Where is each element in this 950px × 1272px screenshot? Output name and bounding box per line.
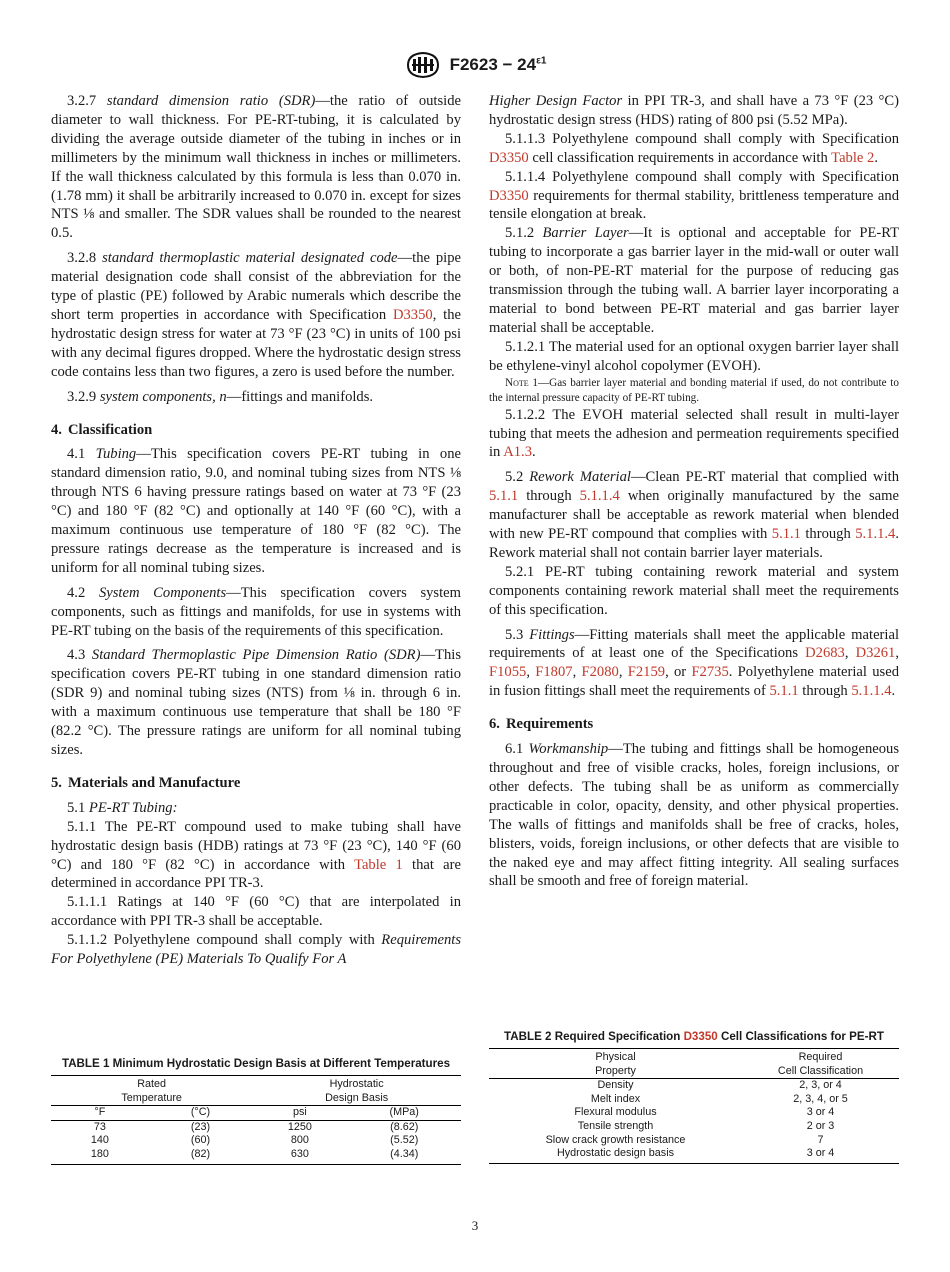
section-3-2-8: 3.2.8 standard thermoplastic material designated code—the pipe material designation code shall consist of the abbreviation for the type of plastic (PE) followed by Arabic numerals which describe the short term properties in accordance with Specification D3350, the hydrostatic design stress for water at 73 °F (23 °C) in units of 100 psi with any decimal figures dropped. Where the hydrostatic design stress code contains less than two figures, a zero is used before the number. (51, 250, 461, 380)
table-cell: 2, 3, or 4 (799, 1079, 842, 1092)
section-5-1-2-1: 5.1.2.1 The material used for an optional oxygen barrier layer shall be ethylene-vinyl alcohol copolymer (EVOH). (489, 338, 900, 374)
standard-designation: $F2623 - 24^{\varepsilon 1}$ (449, 55, 547, 74)
ref-f2159-link[interactable]: F2159 (627, 664, 666, 681)
ref-f1807-link[interactable]: F1807 (535, 664, 573, 681)
table-cell: 630 (252, 1148, 347, 1164)
table-2 (489, 1029, 899, 1164)
table-row (51, 1120, 461, 1134)
section-3-2-9: 3.2.9 system components, n—fittings and manifolds. (67, 388, 374, 405)
note-1: Note 1—Gas barrier layer material and bonding material if used, do not contribute to the internal pressure capacity of PE-RT tubing. (489, 376, 899, 404)
table-1-col-c: (°C) (149, 1106, 253, 1121)
epsilon-superscript: ε1 (536, 55, 547, 67)
table-cell: (23) (190, 1120, 211, 1133)
page-number: 3 (471, 1218, 479, 1233)
table-cell: Tensile strength (577, 1119, 654, 1132)
heading-requirements: 6. Requirements (489, 716, 594, 733)
table-row (489, 1079, 899, 1093)
table-row (489, 1120, 899, 1134)
table-1-caption: TABLE 1 Minimum Hydrostatic Design Basis at Different Temperatures (61, 1057, 451, 1070)
ref-5-1-1-4-link[interactable]: 5.1.1.4 (851, 683, 892, 700)
ref-f1055-link[interactable]: F1055 (489, 664, 527, 681)
section-5-1-2: 5.1.2 Barrier Layer—It is optional and acceptable for PE-RT tubing to incorporate a gas barrier layer in the mid-wall or outer wall or both, of non-PE-RT material for the purpose of reducing gas transmission through the tubing wall. A barrier layer incorporating a material to bond between PE-RT material and gas barrier layer material shall be acceptable. (489, 225, 899, 336)
ref-5-1-1-link[interactable]: 5.1.1 (489, 488, 519, 505)
page-header (0, 50, 950, 80)
ref-d3350-link[interactable]: D3350 (489, 187, 529, 204)
heading-classification: 4. Classification (51, 421, 153, 438)
table-cell: (5.52) (390, 1134, 419, 1147)
table-row (489, 1093, 899, 1107)
table-cell: Slow crack growth resistance (545, 1133, 686, 1146)
table-row (489, 1106, 899, 1120)
table-cell: Hydrostatic design basis (489, 1147, 742, 1163)
section-6-1: 6.1 Workmanship—The tubing and fittings shall be homogeneous throughout and free of visible cracks, holes, foreign inclusions, or other defects. The tubing shall be as uniform as commercially practicable in color, opacity, density, and other physical properties. The walls of fittings and manifolds shall be free of cracks, holes, blisters, voids, foreign inclusions, or other defects that are visible to the naked eye and may affect fitting integrity. All sealing surfaces shall be smooth and free of foreign material. (489, 741, 899, 890)
table-cell: Melt index (590, 1092, 641, 1105)
table-2-col-cell-classification: Required Cell Classification (742, 1049, 899, 1079)
ref-table2-link[interactable]: Table 2 (831, 149, 875, 166)
ref-d3261-link[interactable]: D3261 (855, 645, 896, 662)
table-cell: 180 (51, 1148, 149, 1164)
table-cell: Density (597, 1079, 634, 1092)
table-cell: 73 (93, 1120, 106, 1133)
table-cell: (4.34) (347, 1148, 461, 1164)
section-4-1: 4.1 Tubing—This specification covers PE-RT tubing in one standard dimension ratio, 9.0, and nominal tubing sizes from NTS ⅛ through NTS 6 having pressure ratings based on water at 73 °F (23 °C) and 180 °F (82 °C) and optionally at 140 °F (60 °C), with a maximum continuous use temperature of 180 °F (82 °C). The pressure ratings decrease as the temperature is increased and is uniform for all nominal tubing sizes. (51, 446, 461, 576)
ref-f2735-link[interactable]: F2735 (691, 664, 729, 681)
table-1-group-temperature: Rated Temperature (51, 1076, 252, 1106)
table-cell: 3 or 4 (742, 1147, 899, 1163)
table-1 (51, 1056, 461, 1165)
table-cell: 7 (817, 1133, 824, 1146)
right-column (489, 92, 899, 891)
heading-materials: 5. Materials and Manufacture (51, 774, 241, 791)
table-row (51, 1148, 461, 1164)
section-5-2-1: 5.2.1 PE-RT tubing containing rework material and system components containing rework material shall meet the requirements of this specification. (489, 563, 899, 618)
section-5-1-2-2: 5.1.2.2 The EVOH material selected shall result in multi-layer tubing that meets the adhesion and permeation requirements specified in A1.3. (489, 406, 899, 461)
ref-5-1-1-link[interactable]: 5.1.1 (769, 683, 799, 700)
section-5-1-1-1: 5.1.1.1 Ratings at 140 °F (60 °C) that are interpolated in accordance with PPI TR-3 shall be acceptable. (51, 894, 461, 930)
ref-5-1-1-link[interactable]: 5.1.1 (771, 526, 801, 543)
table-cell: (82) (149, 1148, 253, 1164)
table-cell: 800 (290, 1134, 309, 1147)
ref-5-1-1-4-link[interactable]: 5.1.1.4 (579, 488, 620, 505)
astm-logo-icon (404, 50, 442, 80)
table-row (489, 1134, 899, 1148)
table-cell: 2 or 3 (806, 1119, 835, 1132)
ref-f2080-link[interactable]: F2080 (581, 664, 619, 681)
section-5-1-1-2: 5.1.1.2 Polyethylene compound shall comply with Requirements For Polyethylene (PE) Materials To Qualify For A (51, 932, 461, 968)
section-5-1-1: 5.1.1 The PE-RT compound used to make tubing shall have hydrostatic design basis (HDB) ratings at 73 °F (23 °C), 140 °F (60 °C) and 180 °F (82 °C) in accordance with Table 1 that are determined in accordance PPI TR-3. (51, 818, 461, 892)
section-5-3: 5.3 Fittings—Fitting materials shall meet the applicable material requirements of at least one of the Specifications D2683, D3261, F1055, F1807, F2080, F2159, or F2735. Polyethylene material used in fusion fittings shall meet the requirements of 5.1.1 through 5.1.1.4. (489, 626, 900, 700)
ref-d3350-link[interactable]: D3350 (392, 306, 433, 323)
table-row (489, 1147, 899, 1163)
ref-d3350-link[interactable]: D3350 (683, 1030, 718, 1043)
table-cell: (8.62) (390, 1120, 419, 1133)
table-cell: (60) (190, 1134, 211, 1147)
table-1-col-f: °F (51, 1106, 149, 1121)
table-2-grid (489, 1048, 899, 1164)
left-column (51, 92, 461, 969)
section-3-2-7: 3.2.7 standard dimension ratio (SDR)—the ratio of outside diameter to wall thickness. For PE-RT-tubing, it is calculated by dividing the average outside diameter of the tubing in inches or in millimeters by the minimum wall thickness in inches or millimeters. If the wall thickness calculated by this formula is less than 0.070 in. (1.78 mm) it shall be arbitrarily increased to 0.070 in. except for sizes NTS ⅛ and smaller. The SDR values shall be rounded to the nearest 0.5. (51, 93, 461, 242)
table-2-caption: TABLE 2 Required Specification D3350 Cell Classifications for PE-RT (504, 1030, 884, 1043)
table-cell: 1250 (287, 1120, 312, 1133)
table-cell: 140 (90, 1134, 109, 1147)
ref-d3350-link[interactable]: D3350 (489, 149, 529, 166)
table-cell: Flexural modulus (574, 1106, 657, 1119)
table-1-col-mpa: (MPa) (347, 1106, 461, 1121)
table-row (51, 1134, 461, 1148)
section-4-3: 4.3 Standard Thermoplastic Pipe Dimension Ratio (SDR)—This specification covers PE-RT tubing in one standard dimension ratio (SDR 9) and nominal tubing sizes (NTS) from ⅛ in. through 6 in. with a maximum continuous use temperature that shall be 180 °F (82.2 °C). The pressure ratings are uniform for all nominal tubing sizes. (51, 647, 461, 758)
ref-5-1-1-4-link[interactable]: 5.1.1.4 (855, 526, 896, 543)
table-2-col-property: Physical Property (489, 1049, 742, 1079)
section-4-2: 4.2 System Components—This specification covers system components, such as fittings and manifolds, for use in systems with PE-RT tubing on the basis of the requirements of this specification. (51, 584, 461, 639)
table-cell: 2, 3, 4, or 5 (793, 1092, 848, 1105)
table-cell: 3 or 4 (806, 1106, 835, 1119)
section-5-1-1-4: 5.1.1.4 Polyethylene compound shall comply with Specification D3350 requirements for thermal stability, brittleness temperature and tensile elongation at break. (489, 168, 899, 223)
ref-d2683-link[interactable]: D2683 (805, 645, 845, 662)
ref-a1-3-link[interactable]: A1.3 (503, 444, 532, 461)
table-1-group-hdb: Hydrostatic Design Basis (252, 1076, 461, 1106)
section-5-1-1-3: 5.1.1.3 Polyethylene compound shall comply with Specification D3350 cell classification requirements in accordance with Table 2. (489, 130, 899, 166)
section-5-1: 5.1 PE-RT Tubing: (67, 799, 178, 816)
ref-table1-link[interactable]: Table 1 (354, 856, 403, 873)
section-5-1-1-2-continued: Higher Design Factor in PPI TR-3, and shall have a 73 °F (23 °C) hydrostatic design stress (HDS) rating of 800 psi (5.52 MPa). (489, 93, 899, 128)
table-1-grid (51, 1075, 461, 1165)
section-5-2: 5.2 Rework Material—Clean PE-RT material that complied with 5.1.1 through 5.1.1.4 when originally manufactured by the same manufacturer shall be acceptable as rework material when blended with new PE-RT compound that complies with 5.1.1 through 5.1.1.4. Rework material shall not contain barrier layer materials. (489, 469, 899, 561)
table-1-col-psi: psi (252, 1106, 347, 1121)
